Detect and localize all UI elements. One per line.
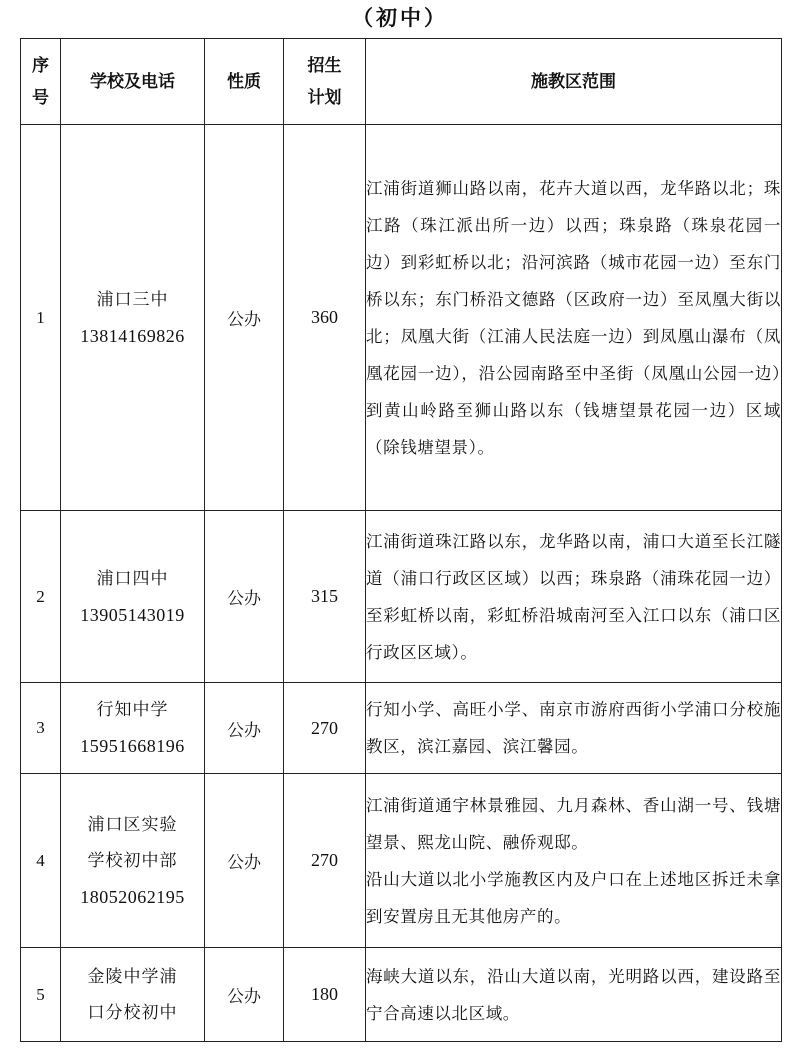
school-name-line: 口分校初中 <box>87 1002 178 1023</box>
row-number: 3 <box>21 683 61 774</box>
school-phone: 13814169826 <box>80 325 185 346</box>
school-type: 公办 <box>205 774 284 948</box>
header-area: 施教区范围 <box>366 39 782 125</box>
table-row <box>21 511 782 683</box>
school-name: 浦口三中 <box>96 289 169 310</box>
enrollment-table <box>20 38 782 1042</box>
catchment-area: 行知小学、高旺小学、南京市游府西街小学浦口分校施教区，滨江嘉园、滨江馨园。 <box>366 683 782 774</box>
school-phone: 15951668196 <box>80 736 185 756</box>
table-row <box>21 683 782 774</box>
page-title: （初中） <box>352 5 448 30</box>
school-cell <box>61 774 205 948</box>
school-type: 公办 <box>205 125 284 511</box>
header-number: 序 号 <box>21 39 61 125</box>
enrollment-plan: 315 <box>284 511 366 683</box>
row-number: 2 <box>21 511 61 683</box>
row-number: 4 <box>21 774 61 948</box>
school-phone: 18052062195 <box>80 886 185 907</box>
school-phone: 13905143019 <box>80 604 185 625</box>
enrollment-plan: 180 <box>284 948 366 1042</box>
catchment-area: 江浦街道狮山路以南，花卉大道以西，龙华路以北；珠江路（珠江派出所一边）以西；珠泉路（珠泉花园一边）到彩虹桥以北；沿河滨路（城市花园一边）至东门桥以东；东门桥沿文德路（区政府一边）至凤凰大街以北；凤凰大街（江浦人民法庭一边）到凤凰山瀑布（凤凰花园一边），沿公园南路至中圣街（凤凰山公园一边）到黄山岭路至狮山路以东（钱塘望景花园一边）区域（除钱塘望景）。 <box>366 125 782 511</box>
school-cell <box>61 683 205 774</box>
table-row <box>21 948 782 1042</box>
school-name-line: 浦口区实验 <box>87 814 178 835</box>
row-number: 5 <box>21 948 61 1042</box>
school-name: 行知中学 <box>96 700 169 720</box>
enrollment-plan: 270 <box>284 774 366 948</box>
school-name: 浦口四中 <box>96 568 169 589</box>
school-name-line: 金陵中学浦 <box>87 966 178 987</box>
school-name-line: 学校初中部 <box>87 850 178 871</box>
school-cell <box>61 948 205 1042</box>
table-row <box>21 774 782 948</box>
header-type: 性质 <box>205 39 284 125</box>
school-cell <box>61 125 205 511</box>
row-number: 1 <box>21 125 61 511</box>
catchment-area: 海峡大道以东，沿山大道以南，光明路以西，建设路至宁合高速以北区域。 <box>366 948 782 1042</box>
table-header-row <box>21 39 782 125</box>
header-school: 学校及电话 <box>61 39 205 125</box>
school-type: 公办 <box>205 948 284 1042</box>
school-type: 公办 <box>205 511 284 683</box>
catchment-area: 江浦街道通宇林景雅园、九月森林、香山湖一号、钱塘望景、熙龙山院、融侨观邸。 沿山大道以北小学施教区内及户口在上述地区拆迁未拿到安置房且无其他房产的。 <box>366 774 782 948</box>
school-type: 公办 <box>205 683 284 774</box>
school-cell <box>61 511 205 683</box>
enrollment-plan: 360 <box>284 125 366 511</box>
enrollment-plan: 270 <box>284 683 366 774</box>
catchment-area: 江浦街道珠江路以东，龙华路以南，浦口大道至长江隧道（浦口行政区区域）以西；珠泉路（浦珠花园一边）至彩虹桥以南，彩虹桥沿城南河至入江口以东（浦口区行政区区域）。 <box>366 511 782 683</box>
header-plan: 招生 计划 <box>284 39 366 125</box>
table-row <box>21 125 782 511</box>
